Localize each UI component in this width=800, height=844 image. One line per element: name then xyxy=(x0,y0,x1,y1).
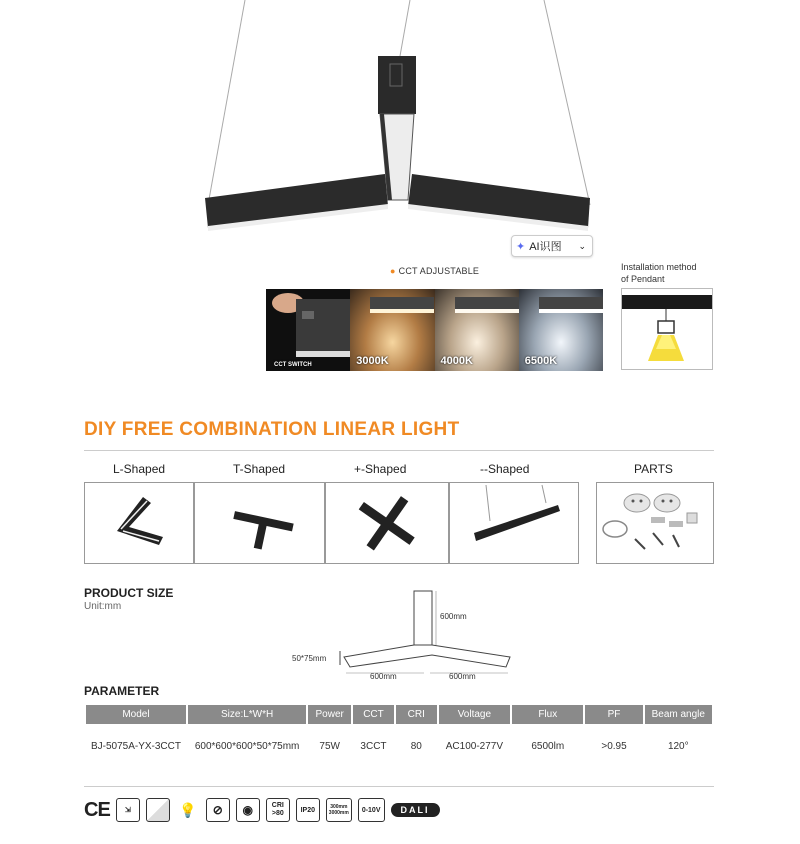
installation-diagram xyxy=(621,288,713,370)
col-pf: PF xyxy=(585,705,642,724)
sparkle-icon: ✦ xyxy=(516,240,526,253)
col-cct: CCT xyxy=(353,705,394,724)
cct-switch-label: CCT SWITCH xyxy=(274,362,312,368)
col-cri: CRI xyxy=(396,705,437,724)
dim-left: 600mm xyxy=(370,672,397,681)
cell-pf: >0.95 xyxy=(601,740,627,752)
parameter-title: PARAMETER xyxy=(84,684,160,698)
line-shape-image xyxy=(449,482,579,564)
cri-icon xyxy=(266,798,290,822)
cct-image-strip xyxy=(266,289,603,371)
bulb-icon: 💡 xyxy=(176,798,200,822)
product-size-unit: Unit:mm xyxy=(84,601,122,612)
dali-logo-icon: DALI xyxy=(391,803,440,817)
cct-3000k-panel xyxy=(350,289,434,371)
dimming-0-10v-icon: 0-10V xyxy=(358,798,385,822)
chevron-down-icon: ⌄ xyxy=(578,240,586,251)
col-power: Power xyxy=(308,705,351,724)
parts-label: PARTS xyxy=(634,462,673,476)
pendant-product-image xyxy=(190,0,610,240)
col-size: Size:L*W*H xyxy=(188,705,306,724)
cell-power: 75W xyxy=(319,740,340,752)
dim-right: 600mm xyxy=(449,672,476,681)
no-flicker-icon: ⊘ xyxy=(206,798,230,822)
col-beam-angle: Beam angle xyxy=(645,705,712,724)
parts-image xyxy=(596,482,714,564)
diy-divider xyxy=(84,450,714,451)
indoor-icon xyxy=(146,798,170,822)
certification-icons xyxy=(84,798,440,822)
cell-flux: 6500lm xyxy=(531,740,565,752)
class-ii-icon: ⇲ xyxy=(116,798,140,822)
cct-6500k-label: 6500K xyxy=(524,355,558,367)
cct-4000k-label: 4000K xyxy=(440,355,473,367)
installation-title: Installation method of Pendant xyxy=(621,262,697,284)
length-min: 300mm xyxy=(330,804,348,810)
ce-mark-icon: CE xyxy=(84,798,110,821)
shape-label-t: T-Shaped xyxy=(233,462,286,476)
length-max: 3000mm xyxy=(328,810,349,816)
ip20-icon: IP20 xyxy=(296,798,320,822)
shape-label-line: --Shaped xyxy=(480,462,530,476)
cct-3000k-label: 3000K xyxy=(356,355,389,367)
diy-section-title: DIY FREE COMBINATION LINEAR LIGHT xyxy=(84,419,460,440)
dim-side: 50*75mm xyxy=(292,654,327,663)
cri-icon-value: >80 xyxy=(271,810,284,817)
cell-cri: 80 xyxy=(410,740,422,752)
cct-6500k-panel xyxy=(519,289,603,371)
ai-recognize-button[interactable] xyxy=(511,235,593,257)
cell-cct: 3CCT xyxy=(360,740,387,752)
cct-switch-panel xyxy=(266,289,350,371)
shape-label-l: L-Shaped xyxy=(113,462,166,476)
table-row xyxy=(86,724,712,768)
product-size-drawing xyxy=(330,585,530,685)
cell-size: 600*600*600*50*75mm xyxy=(194,740,300,752)
l-shape-image xyxy=(84,482,194,564)
suspension-length-icon xyxy=(326,798,352,822)
parameter-header-row xyxy=(86,705,712,724)
cct-adjustable-title: ● CCT ADJUSTABLE xyxy=(390,266,480,276)
product-size-title: PRODUCT SIZE xyxy=(84,586,174,600)
cell-voltage: AC100-277V xyxy=(445,740,504,752)
certification-divider xyxy=(84,786,714,787)
ai-recognize-label: AI识图 xyxy=(529,241,562,253)
col-voltage: Voltage xyxy=(439,705,510,724)
parameter-table xyxy=(84,705,714,768)
shape-label-plus: +-Shaped xyxy=(354,462,407,476)
cri-icon-label: CRI xyxy=(271,802,284,809)
col-model: Model xyxy=(86,705,186,724)
cct-4000k-panel xyxy=(435,289,519,371)
cell-beam-angle: 120° xyxy=(667,740,689,752)
t-shape-image xyxy=(194,482,325,564)
col-flux: Flux xyxy=(512,705,583,724)
plus-shape-image xyxy=(325,482,449,564)
dim-top: 600mm xyxy=(440,612,467,621)
cell-model: BJ-5075A-YX-3CCT xyxy=(90,740,181,752)
eye-protection-icon: ◉ xyxy=(236,798,260,822)
